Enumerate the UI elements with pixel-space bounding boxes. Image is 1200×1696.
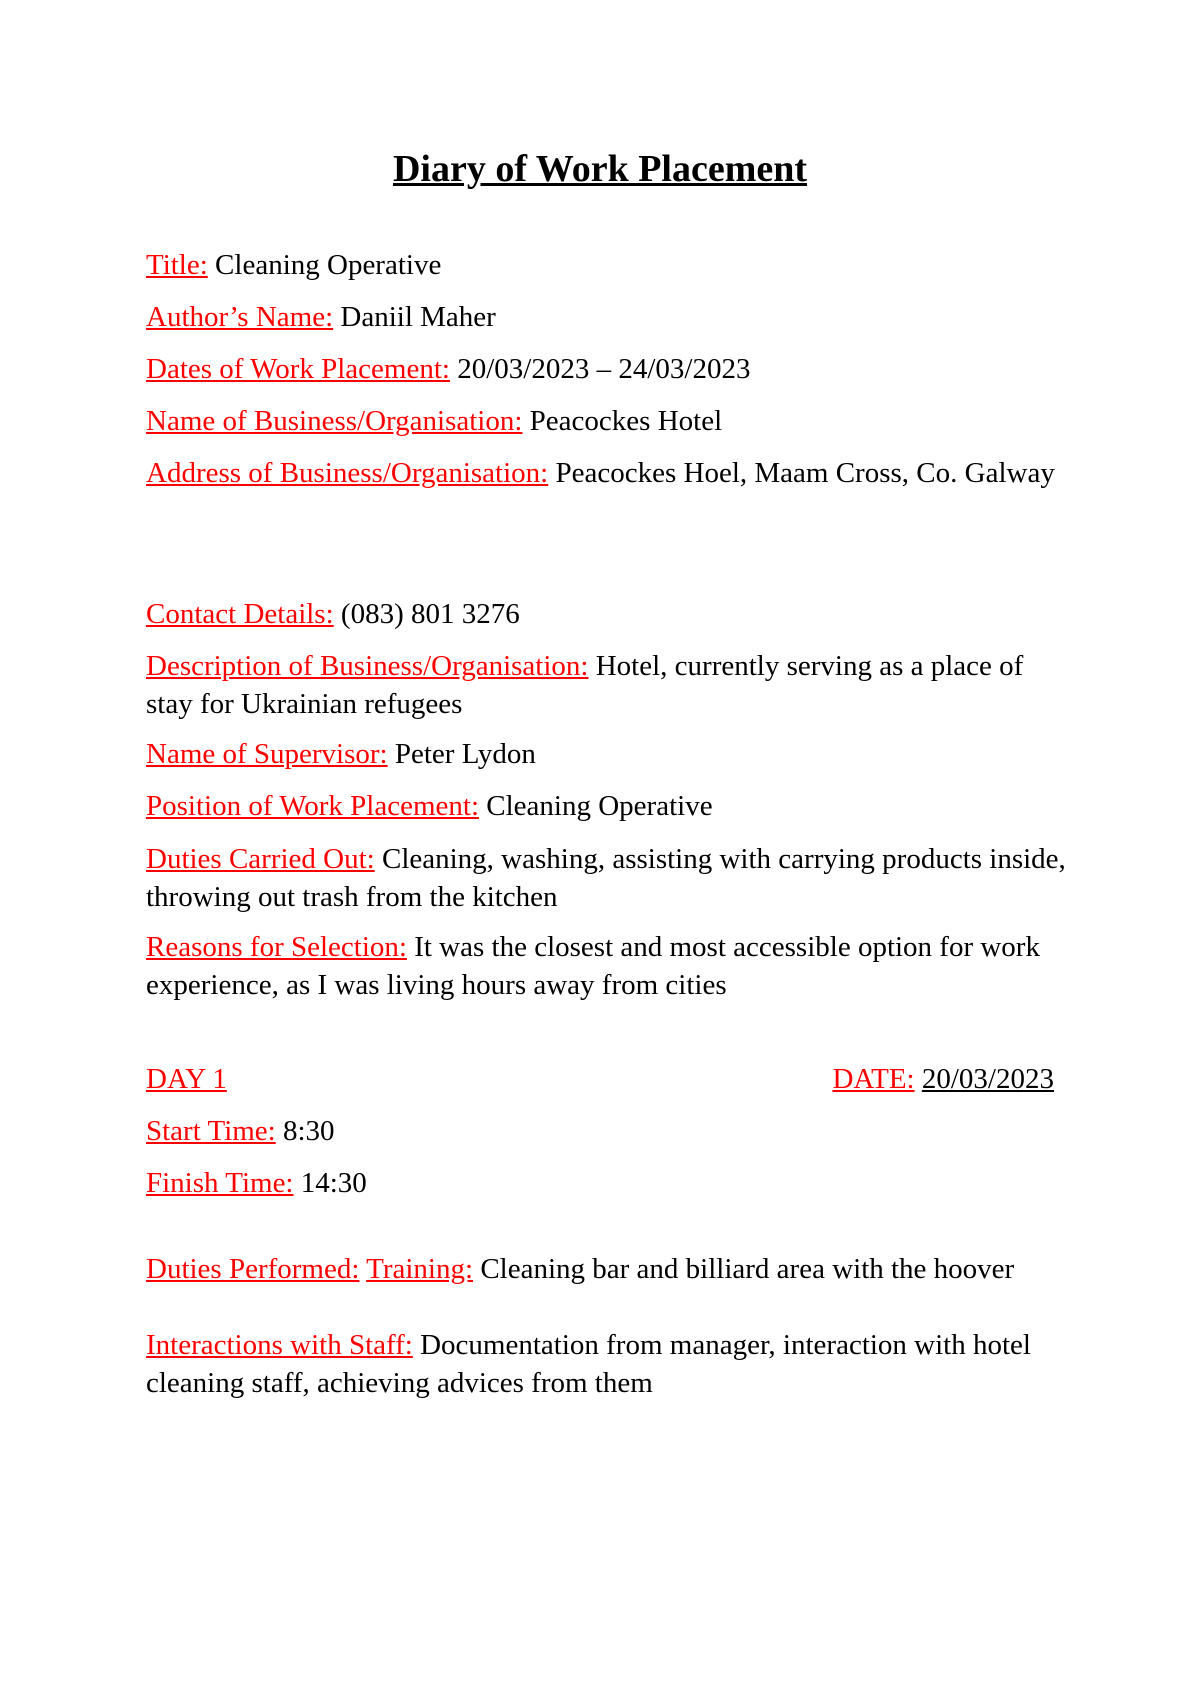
- day1-training-label: Training:: [366, 1253, 474, 1285]
- field-supervisor-label: Name of Supervisor:: [146, 738, 388, 770]
- field-description-value: Hotel, currently serving as a place of stay for Ukrainian refugees: [146, 650, 1024, 720]
- day1-date: [832, 1060, 1054, 1098]
- field-contact: [146, 595, 1066, 633]
- field-position-value: Cleaning Operative: [479, 790, 713, 822]
- field-description: [146, 647, 1066, 723]
- field-contact-label: Contact Details:: [146, 598, 334, 630]
- field-title-value: Cleaning Operative: [207, 249, 442, 281]
- day1-label: DAY 1: [146, 1063, 227, 1095]
- day1-start-value: 8:30: [275, 1115, 335, 1147]
- field-business-address-value: Peacockes Hoel, Maam Cross, Co. Galway: [548, 457, 1055, 489]
- day1-date-label: DATE:: [832, 1063, 915, 1095]
- day1-duties: [146, 1250, 1066, 1288]
- field-description-label: Description of Business/Organisation:: [146, 650, 589, 682]
- field-dates: [146, 350, 1066, 388]
- field-business-name-label: Name of Business/Organisation:: [146, 405, 523, 437]
- field-duties: [146, 840, 1066, 916]
- day1-finish-value: 14:30: [293, 1167, 367, 1199]
- field-author: [146, 298, 1066, 336]
- field-reasons: [146, 928, 1066, 1004]
- field-position-label: Position of Work Placement:: [146, 790, 480, 822]
- field-business-address: [146, 454, 1066, 492]
- day1-finish-time: [146, 1164, 1066, 1202]
- field-contact-value: (083) 801 3276: [333, 598, 520, 630]
- day1-interactions: [146, 1326, 1066, 1402]
- day1-start-time: [146, 1112, 1066, 1150]
- field-business-name-value: Peacockes Hotel: [522, 405, 723, 437]
- field-supervisor-value: Peter Lydon: [387, 738, 536, 770]
- field-supervisor: [146, 735, 1066, 773]
- day1-start-label: Start Time:: [146, 1115, 276, 1147]
- field-reasons-value: It was the closest and most accessible option for work experience, as I was living hours away from cities: [146, 931, 1040, 1001]
- day1-finish-label: Finish Time:: [146, 1167, 294, 1199]
- field-title: [146, 246, 1066, 284]
- field-duties-label: Duties Carried Out:: [146, 843, 375, 875]
- field-reasons-label: Reasons for Selection:: [146, 931, 407, 963]
- day1-interactions-label: Interactions with Staff:: [146, 1329, 413, 1361]
- field-author-value: Daniil Maher: [333, 301, 496, 333]
- field-business-name: [146, 402, 1066, 440]
- day1-duties-value: Cleaning bar and billiard area with the hoover: [473, 1253, 1015, 1285]
- day1-date-value: 20/03/2023: [921, 1063, 1054, 1095]
- page-title: Diary of Work Placement: [392, 148, 808, 190]
- day1-duties-label: Duties Performed:: [146, 1253, 360, 1285]
- field-title-label: Title:: [146, 249, 208, 281]
- field-duties-value: Cleaning, washing, assisting with carrying products inside, throwing out trash from the kitchen: [146, 843, 1066, 913]
- field-dates-value: 20/03/2023 – 24/03/2023: [449, 353, 751, 385]
- day1-interactions-value: Documentation from manager, interaction with hotel cleaning staff, achieving advices from them: [146, 1329, 1031, 1399]
- field-position: [146, 787, 1066, 825]
- field-business-address-label: Address of Business/Organisation:: [146, 457, 549, 489]
- field-dates-label: Dates of Work Placement:: [146, 353, 450, 385]
- field-author-label: Author’s Name:: [146, 301, 334, 333]
